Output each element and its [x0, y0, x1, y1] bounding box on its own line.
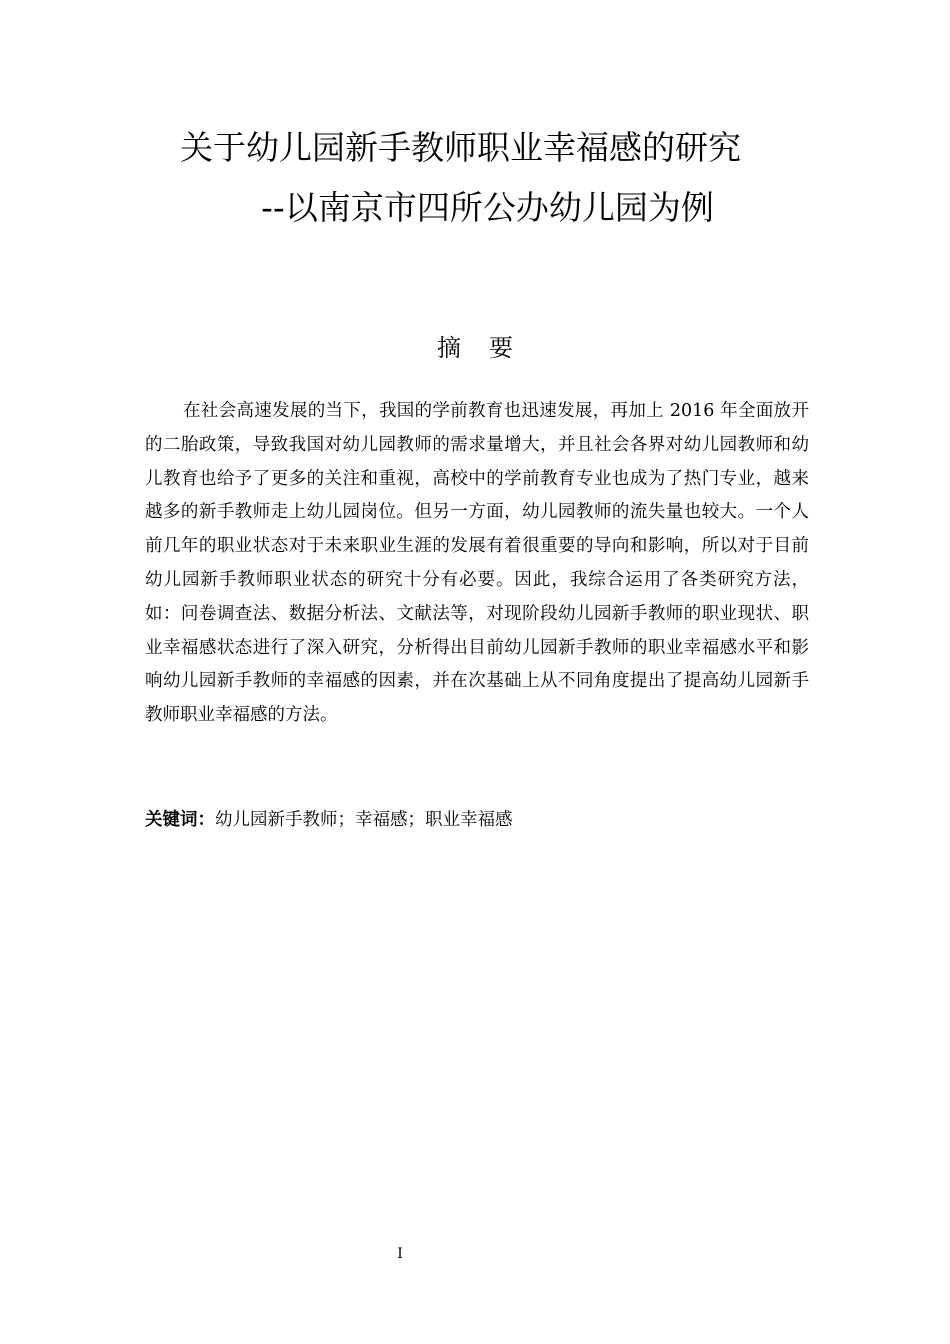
document-subtitle: --以南京市四所公办幼儿园为例 — [261, 188, 714, 227]
document-title: 关于幼儿园新手教师职业幸福感的研究 — [180, 128, 741, 167]
abstract-heading: 摘要 — [437, 334, 541, 362]
abstract-paragraph: 在社会高速发展的当下，我国的学前教育也迅速发展，再加上 2016 年全面放开的二胎政策，导致我国对幼儿园教师的需求量增大，并且社会各界对幼儿园教师和幼儿教育也给予了更多的关注和重视，高校中的学前教育专业也成为了热门专业，越来越多的新手教师走上幼儿园岗位。但另一方面，幼儿园教师的流失量也较大。一个人前几年的职业状态对于未来职业生涯的发展有着很重要的导向和影响，所以对于目前幼儿园新手教师职业状态的研究十分有必要。因此，我综合运用了各类研究方法，如：问卷调查法、数据分析法、文献法等，对现阶段幼儿园新手教师的职业现状、职业幸福感状态进行了深入研究，分析得出目前幼儿园新手教师的职业幸福感水平和影响幼儿园新手教师的幸福感的因素，并在次基础上从不同角度提出了提高幼儿园新手教师职业幸福感的方法。 — [145, 401, 809, 726]
page-number: I — [397, 1246, 403, 1262]
keywords-label: 关键词： — [145, 810, 215, 830]
keywords-value: 幼儿园新手教师；幸福感；职业幸福感 — [215, 810, 513, 830]
keywords-line — [145, 806, 809, 834]
